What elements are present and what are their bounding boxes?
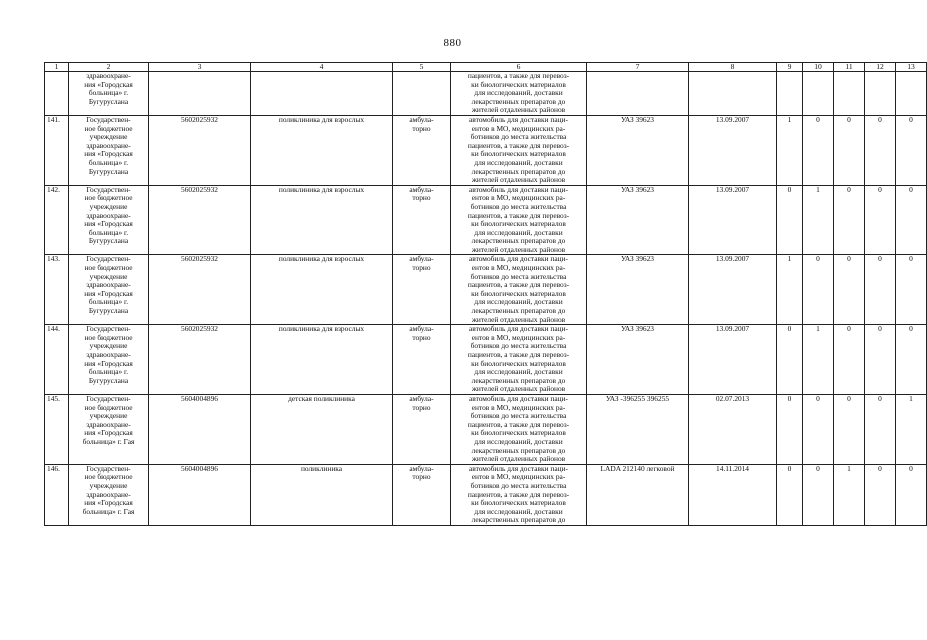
count-cell-13: 0 <box>896 325 927 395</box>
row-number-cell: 145. <box>45 394 69 464</box>
count-cell-13: 1 <box>896 394 927 464</box>
count-cell-9: 1 <box>777 255 803 325</box>
count-cell-9: 0 <box>777 325 803 395</box>
column-header-5: 5 <box>393 63 451 72</box>
inn-cell <box>149 72 251 116</box>
count-cell-10: 0 <box>803 255 834 325</box>
count-cell-12: 0 <box>865 185 896 255</box>
vehicle-purpose-cell: автомобиль для доставки паци- ентов в МО, медицинских ра- ботников до места жительства пациентов, а также для перевоз- ки биологических материалов для исследований, доставки лекарственных препаратов до жителей отдаленных районов <box>451 394 587 464</box>
count-cell-10: 1 <box>803 185 834 255</box>
column-header-3: 3 <box>149 63 251 72</box>
care-mode-cell: амбула- торно <box>393 115 451 185</box>
department-cell: поликлиника для взрослых <box>251 115 393 185</box>
column-header-12: 12 <box>865 63 896 72</box>
inn-cell: 5604004896 <box>149 394 251 464</box>
count-cell-11: 0 <box>834 185 865 255</box>
care-mode-cell <box>393 72 451 116</box>
department-cell <box>251 72 393 116</box>
count-cell-10: 1 <box>803 325 834 395</box>
row-number-cell: 143. <box>45 255 69 325</box>
column-header-10: 10 <box>803 63 834 72</box>
department-cell: поликлиника для взрослых <box>251 185 393 255</box>
department-cell: детская поликлиника <box>251 394 393 464</box>
count-cell-9: 0 <box>777 464 803 525</box>
date-cell: 13.09.2007 <box>689 185 777 255</box>
care-mode-cell: амбула- торно <box>393 325 451 395</box>
vehicle-purpose-cell: автомобиль для доставки паци- ентов в МО, медицинских ра- ботников до места жительства пациентов, а также для перевоз- ки биологических материалов для исследований, доставки лекарственных препаратов до жителей отдаленных районов <box>451 255 587 325</box>
count-cell-13: 0 <box>896 185 927 255</box>
column-header-2: 2 <box>69 63 149 72</box>
inn-cell: 5602025932 <box>149 255 251 325</box>
organization-cell: Государствен- ное бюджетное учреждение здравоохране- ния «Городская больница» г. Бугуруслана <box>69 185 149 255</box>
row-number-cell: 142. <box>45 185 69 255</box>
count-cell-11: 0 <box>834 394 865 464</box>
column-header-9: 9 <box>777 63 803 72</box>
page-number: 880 <box>443 37 462 49</box>
column-header-4: 4 <box>251 63 393 72</box>
date-cell: 14.11.2014 <box>689 464 777 525</box>
count-cell-12: 0 <box>865 394 896 464</box>
row-number-cell <box>45 72 69 116</box>
vehicle-model-cell: LADA 212140 легковой <box>587 464 689 525</box>
inn-cell: 5602025932 <box>149 185 251 255</box>
organization-cell: Государствен- ное бюджетное учреждение здравоохране- ния «Городская больница» г. Бугуруслана <box>69 115 149 185</box>
vehicle-purpose-cell: автомобиль для доставки паци- ентов в МО, медицинских ра- ботников до места жительства пациентов, а также для перевоз- ки биологических материалов для исследований, доставки лекарственных препаратов до жителей отдаленных районов <box>451 115 587 185</box>
table-row <box>45 394 927 464</box>
vehicle-purpose-cell: пациентов, а также для перевоз- ки биологических материалов для исследований, доставки лекарственных препаратов до жителей отдаленных районов <box>451 72 587 116</box>
count-cell-13: 0 <box>896 464 927 525</box>
count-cell-11: 0 <box>834 325 865 395</box>
department-cell: поликлиника для взрослых <box>251 325 393 395</box>
inn-cell: 5602025932 <box>149 325 251 395</box>
column-header-8: 8 <box>689 63 777 72</box>
count-cell-9: 1 <box>777 115 803 185</box>
count-cell-10: 0 <box>803 394 834 464</box>
count-cell-12: 0 <box>865 325 896 395</box>
vehicle-purpose-cell: автомобиль для доставки паци- ентов в МО, медицинских ра- ботников до места жительства пациентов, а также для перевоз- ки биологических материалов для исследований, доставки лекарственных препаратов до жителей отдаленных районов <box>451 325 587 395</box>
organization-cell: Государствен- ное бюджетное учреждение здравоохране- ния «Городская больница» г. Бугуруслана <box>69 255 149 325</box>
column-header-13: 13 <box>896 63 927 72</box>
inn-cell: 5602025932 <box>149 115 251 185</box>
care-mode-cell: амбула- торно <box>393 464 451 525</box>
table-row <box>45 325 927 395</box>
organization-cell: Государствен- ное бюджетное учреждение здравоохране- ния «Городская больница» г. Гая <box>69 464 149 525</box>
count-cell-9 <box>777 72 803 116</box>
column-header-7: 7 <box>587 63 689 72</box>
table-row <box>45 72 927 116</box>
count-cell-10 <box>803 72 834 116</box>
count-cell-13 <box>896 72 927 116</box>
count-cell-11 <box>834 72 865 116</box>
date-cell: 02.07.2013 <box>689 394 777 464</box>
table-row <box>45 185 927 255</box>
vehicle-model-cell: УАЗ 39623 <box>587 255 689 325</box>
vehicle-registry-table <box>44 62 927 526</box>
count-cell-11: 0 <box>834 115 865 185</box>
department-cell: поликлиника <box>251 464 393 525</box>
vehicle-model-cell: УАЗ 39623 <box>587 325 689 395</box>
row-number-cell: 146. <box>45 464 69 525</box>
organization-cell: здравоохране- ния «Городская больница» г. Бугуруслана <box>69 72 149 116</box>
vehicle-purpose-cell: автомобиль для доставки паци- ентов в МО, медицинских ра- ботников до места жительства пациентов, а также для перевоз- ки биологических материалов для исследований, доставки лекарственных препаратов до <box>451 464 587 525</box>
row-number-cell: 141. <box>45 115 69 185</box>
vehicle-model-cell: УАЗ 39623 <box>587 185 689 255</box>
column-header-11: 11 <box>834 63 865 72</box>
vehicle-model-cell <box>587 72 689 116</box>
date-cell: 13.09.2007 <box>689 255 777 325</box>
organization-cell: Государствен- ное бюджетное учреждение здравоохране- ния «Городская больница» г. Бугуруслана <box>69 325 149 395</box>
date-cell: 13.09.2007 <box>689 115 777 185</box>
care-mode-cell: амбула- торно <box>393 255 451 325</box>
vehicle-purpose-cell: автомобиль для доставки паци- ентов в МО, медицинских ра- ботников до места жительства пациентов, а также для перевоз- ки биологических материалов для исследований, доставки лекарственных препаратов до жителей отдаленных районов <box>451 185 587 255</box>
count-cell-11: 0 <box>834 255 865 325</box>
column-header-1: 1 <box>45 63 69 72</box>
count-cell-9: 0 <box>777 185 803 255</box>
count-cell-10: 0 <box>803 115 834 185</box>
count-cell-10: 0 <box>803 464 834 525</box>
organization-cell: Государствен- ное бюджетное учреждение здравоохране- ния «Городская больница» г. Гая <box>69 394 149 464</box>
count-cell-12 <box>865 72 896 116</box>
count-cell-12: 0 <box>865 464 896 525</box>
row-number-cell: 144. <box>45 325 69 395</box>
count-cell-12: 0 <box>865 115 896 185</box>
count-cell-12: 0 <box>865 255 896 325</box>
count-cell-13: 0 <box>896 255 927 325</box>
care-mode-cell: амбула- торно <box>393 394 451 464</box>
inn-cell: 5604004896 <box>149 464 251 525</box>
count-cell-9: 0 <box>777 394 803 464</box>
care-mode-cell: амбула- торно <box>393 185 451 255</box>
department-cell: поликлиника для взрослых <box>251 255 393 325</box>
table-row <box>45 115 927 185</box>
vehicle-model-cell: УАЗ -396255 396255 <box>587 394 689 464</box>
date-cell <box>689 72 777 116</box>
vehicle-model-cell: УАЗ 39623 <box>587 115 689 185</box>
table-row <box>45 255 927 325</box>
date-cell: 13.09.2007 <box>689 325 777 395</box>
table-row <box>45 464 927 525</box>
count-cell-11: 1 <box>834 464 865 525</box>
column-header-6: 6 <box>451 63 587 72</box>
count-cell-13: 0 <box>896 115 927 185</box>
